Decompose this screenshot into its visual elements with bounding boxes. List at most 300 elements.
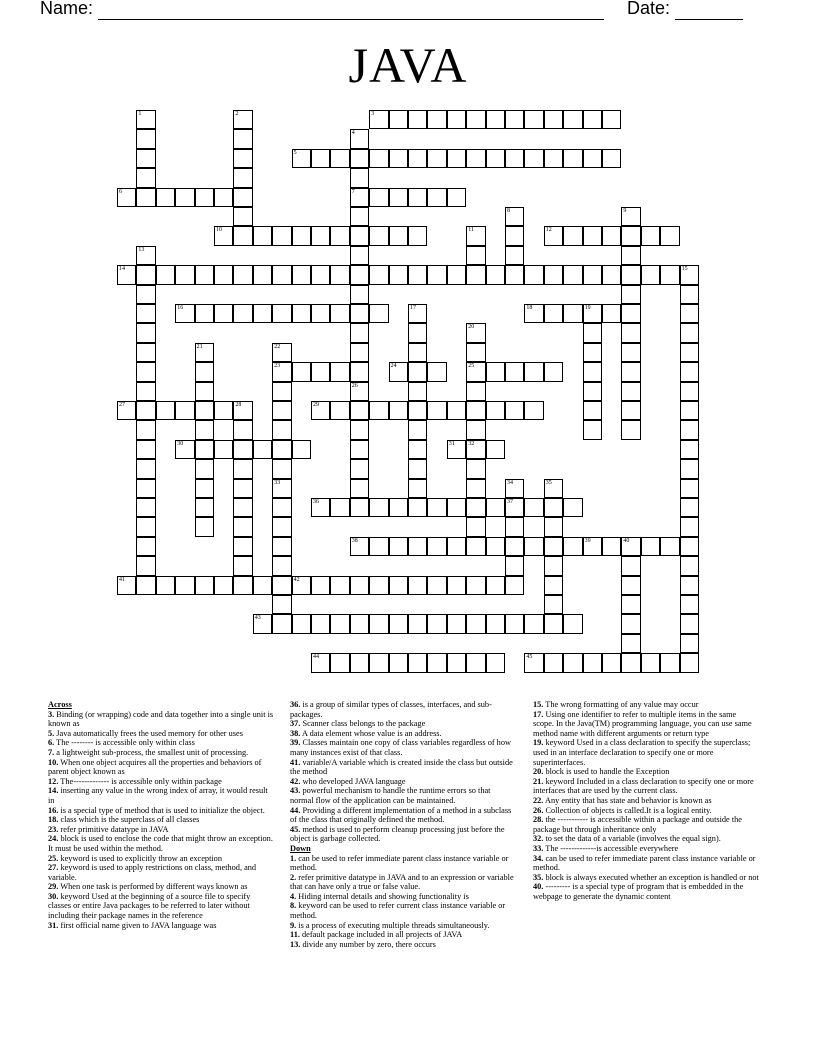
grid-cell[interactable] xyxy=(447,614,466,633)
grid-cell[interactable] xyxy=(621,246,640,265)
grid-cell[interactable] xyxy=(621,265,640,284)
grid-cell[interactable] xyxy=(389,537,408,556)
grid-cell[interactable] xyxy=(524,362,543,381)
grid-cell[interactable] xyxy=(466,440,485,459)
grid-cell[interactable] xyxy=(195,343,214,362)
grid-cell[interactable] xyxy=(408,653,427,672)
grid-cell[interactable] xyxy=(447,110,466,129)
grid-cell[interactable] xyxy=(408,420,427,439)
grid-cell[interactable] xyxy=(447,537,466,556)
grid-cell[interactable] xyxy=(486,401,505,420)
grid-cell[interactable] xyxy=(214,304,233,323)
grid-cell[interactable] xyxy=(408,188,427,207)
grid-cell[interactable] xyxy=(292,614,311,633)
grid-cell[interactable] xyxy=(136,576,155,595)
grid-cell[interactable] xyxy=(680,498,699,517)
grid-cell[interactable] xyxy=(272,401,291,420)
grid-cell[interactable] xyxy=(136,537,155,556)
grid-cell[interactable] xyxy=(136,498,155,517)
grid-cell[interactable] xyxy=(680,537,699,556)
grid-cell[interactable] xyxy=(136,459,155,478)
grid-cell[interactable] xyxy=(427,498,446,517)
grid-cell[interactable] xyxy=(680,479,699,498)
grid-cell[interactable] xyxy=(408,226,427,245)
grid-cell[interactable] xyxy=(117,401,136,420)
grid-cell[interactable] xyxy=(621,576,640,595)
grid-cell[interactable] xyxy=(330,265,349,284)
grid-cell[interactable] xyxy=(427,401,446,420)
grid-cell[interactable] xyxy=(583,265,602,284)
grid-cell[interactable] xyxy=(563,110,582,129)
grid-cell[interactable] xyxy=(680,440,699,459)
grid-cell[interactable] xyxy=(195,440,214,459)
grid-cell[interactable] xyxy=(311,614,330,633)
grid-cell[interactable] xyxy=(466,614,485,633)
grid-cell[interactable] xyxy=(350,401,369,420)
grid-cell[interactable] xyxy=(233,401,252,420)
grid-cell[interactable] xyxy=(311,401,330,420)
grid-cell[interactable] xyxy=(486,440,505,459)
grid-cell[interactable] xyxy=(621,614,640,633)
grid-cell[interactable] xyxy=(272,614,291,633)
grid-cell[interactable] xyxy=(233,440,252,459)
grid-cell[interactable] xyxy=(621,323,640,342)
grid-cell[interactable] xyxy=(408,149,427,168)
grid-cell[interactable] xyxy=(583,323,602,342)
grid-cell[interactable] xyxy=(272,265,291,284)
grid-cell[interactable] xyxy=(233,265,252,284)
grid-cell[interactable] xyxy=(621,362,640,381)
grid-cell[interactable] xyxy=(330,149,349,168)
grid-cell[interactable] xyxy=(447,265,466,284)
grid-cell[interactable] xyxy=(680,576,699,595)
grid-cell[interactable] xyxy=(583,304,602,323)
grid-cell[interactable] xyxy=(330,401,349,420)
grid-cell[interactable] xyxy=(253,614,272,633)
grid-cell[interactable] xyxy=(350,362,369,381)
grid-cell[interactable] xyxy=(292,304,311,323)
grid-cell[interactable] xyxy=(544,614,563,633)
grid-cell[interactable] xyxy=(524,304,543,323)
grid-cell[interactable] xyxy=(389,362,408,381)
grid-cell[interactable] xyxy=(408,479,427,498)
grid-cell[interactable] xyxy=(350,323,369,342)
grid-cell[interactable] xyxy=(680,595,699,614)
grid-cell[interactable] xyxy=(136,401,155,420)
grid-cell[interactable] xyxy=(466,382,485,401)
grid-cell[interactable] xyxy=(544,479,563,498)
grid-cell[interactable] xyxy=(486,537,505,556)
grid-cell[interactable] xyxy=(641,653,660,672)
grid-cell[interactable] xyxy=(466,537,485,556)
grid-cell[interactable] xyxy=(136,246,155,265)
grid-cell[interactable] xyxy=(233,459,252,478)
grid-cell[interactable] xyxy=(350,129,369,148)
grid-cell[interactable] xyxy=(563,653,582,672)
grid-cell[interactable] xyxy=(524,401,543,420)
grid-cell[interactable] xyxy=(427,614,446,633)
grid-cell[interactable] xyxy=(621,285,640,304)
grid-cell[interactable] xyxy=(680,420,699,439)
grid-cell[interactable] xyxy=(466,576,485,595)
grid-cell[interactable] xyxy=(330,362,349,381)
grid-cell[interactable] xyxy=(369,304,388,323)
grid-cell[interactable] xyxy=(680,362,699,381)
grid-cell[interactable] xyxy=(505,517,524,536)
grid-cell[interactable] xyxy=(233,517,252,536)
grid-cell[interactable] xyxy=(427,188,446,207)
grid-cell[interactable] xyxy=(505,556,524,575)
grid-cell[interactable] xyxy=(214,265,233,284)
grid-cell[interactable] xyxy=(466,459,485,478)
grid-cell[interactable] xyxy=(680,653,699,672)
grid-cell[interactable] xyxy=(660,226,679,245)
grid-cell[interactable] xyxy=(621,420,640,439)
grid-cell[interactable] xyxy=(680,323,699,342)
grid-cell[interactable] xyxy=(350,459,369,478)
grid-cell[interactable] xyxy=(583,110,602,129)
grid-cell[interactable] xyxy=(233,110,252,129)
grid-cell[interactable] xyxy=(350,168,369,187)
grid-cell[interactable] xyxy=(389,653,408,672)
grid-cell[interactable] xyxy=(447,149,466,168)
grid-cell[interactable] xyxy=(350,382,369,401)
grid-cell[interactable] xyxy=(253,440,272,459)
grid-cell[interactable] xyxy=(563,614,582,633)
grid-cell[interactable] xyxy=(544,265,563,284)
grid-cell[interactable] xyxy=(621,595,640,614)
grid-cell[interactable] xyxy=(583,653,602,672)
grid-cell[interactable] xyxy=(524,537,543,556)
grid-cell[interactable] xyxy=(311,498,330,517)
grid-cell[interactable] xyxy=(621,653,640,672)
grid-cell[interactable] xyxy=(544,517,563,536)
grid-cell[interactable] xyxy=(195,576,214,595)
grid-cell[interactable] xyxy=(272,226,291,245)
grid-cell[interactable] xyxy=(660,653,679,672)
grid-cell[interactable] xyxy=(311,149,330,168)
grid-cell[interactable] xyxy=(563,149,582,168)
grid-cell[interactable] xyxy=(583,420,602,439)
grid-cell[interactable] xyxy=(486,614,505,633)
grid-cell[interactable] xyxy=(272,459,291,478)
grid-cell[interactable] xyxy=(466,653,485,672)
grid-cell[interactable] xyxy=(408,537,427,556)
grid-cell[interactable] xyxy=(602,653,621,672)
grid-cell[interactable] xyxy=(544,149,563,168)
grid-cell[interactable] xyxy=(272,382,291,401)
grid-cell[interactable] xyxy=(350,479,369,498)
grid-cell[interactable] xyxy=(408,110,427,129)
grid-cell[interactable] xyxy=(175,576,194,595)
grid-cell[interactable] xyxy=(505,362,524,381)
grid-cell[interactable] xyxy=(175,304,194,323)
grid-cell[interactable] xyxy=(408,459,427,478)
grid-cell[interactable] xyxy=(195,188,214,207)
grid-cell[interactable] xyxy=(602,304,621,323)
grid-cell[interactable] xyxy=(486,576,505,595)
grid-cell[interactable] xyxy=(621,401,640,420)
grid-cell[interactable] xyxy=(253,265,272,284)
grid-cell[interactable] xyxy=(466,401,485,420)
grid-cell[interactable] xyxy=(505,110,524,129)
grid-cell[interactable] xyxy=(524,265,543,284)
grid-cell[interactable] xyxy=(136,265,155,284)
grid-cell[interactable] xyxy=(408,343,427,362)
grid-cell[interactable] xyxy=(408,614,427,633)
grid-cell[interactable] xyxy=(369,149,388,168)
grid-cell[interactable] xyxy=(311,304,330,323)
grid-cell[interactable] xyxy=(544,226,563,245)
grid-cell[interactable] xyxy=(233,479,252,498)
grid-cell[interactable] xyxy=(330,614,349,633)
grid-cell[interactable] xyxy=(369,226,388,245)
grid-cell[interactable] xyxy=(233,207,252,226)
grid-cell[interactable] xyxy=(427,362,446,381)
grid-cell[interactable] xyxy=(389,110,408,129)
grid-cell[interactable] xyxy=(350,343,369,362)
grid-cell[interactable] xyxy=(311,226,330,245)
grid-cell[interactable] xyxy=(524,614,543,633)
grid-cell[interactable] xyxy=(544,556,563,575)
grid-cell[interactable] xyxy=(621,634,640,653)
grid-cell[interactable] xyxy=(680,459,699,478)
grid-cell[interactable] xyxy=(466,498,485,517)
grid-cell[interactable] xyxy=(505,149,524,168)
grid-cell[interactable] xyxy=(544,653,563,672)
grid-cell[interactable] xyxy=(136,479,155,498)
grid-cell[interactable] xyxy=(660,537,679,556)
grid-cell[interactable] xyxy=(389,149,408,168)
grid-cell[interactable] xyxy=(233,576,252,595)
grid-cell[interactable] xyxy=(272,304,291,323)
grid-cell[interactable] xyxy=(408,576,427,595)
grid-cell[interactable] xyxy=(466,343,485,362)
grid-cell[interactable] xyxy=(175,265,194,284)
grid-cell[interactable] xyxy=(583,149,602,168)
grid-cell[interactable] xyxy=(136,517,155,536)
grid-cell[interactable] xyxy=(583,226,602,245)
grid-cell[interactable] xyxy=(680,556,699,575)
grid-cell[interactable] xyxy=(195,498,214,517)
grid-cell[interactable] xyxy=(195,304,214,323)
grid-cell[interactable] xyxy=(447,498,466,517)
grid-cell[interactable] xyxy=(680,634,699,653)
grid-cell[interactable] xyxy=(195,517,214,536)
grid-cell[interactable] xyxy=(466,420,485,439)
grid-cell[interactable] xyxy=(214,226,233,245)
grid-cell[interactable] xyxy=(136,149,155,168)
grid-cell[interactable] xyxy=(447,653,466,672)
grid-cell[interactable] xyxy=(427,149,446,168)
grid-cell[interactable] xyxy=(505,576,524,595)
grid-cell[interactable] xyxy=(369,110,388,129)
grid-cell[interactable] xyxy=(311,265,330,284)
grid-cell[interactable] xyxy=(563,265,582,284)
grid-cell[interactable] xyxy=(136,362,155,381)
grid-cell[interactable] xyxy=(175,401,194,420)
grid-cell[interactable] xyxy=(350,420,369,439)
grid-cell[interactable] xyxy=(214,188,233,207)
grid-cell[interactable] xyxy=(272,440,291,459)
grid-cell[interactable] xyxy=(369,401,388,420)
grid-cell[interactable] xyxy=(389,614,408,633)
grid-cell[interactable] xyxy=(350,304,369,323)
grid-cell[interactable] xyxy=(680,382,699,401)
grid-cell[interactable] xyxy=(195,362,214,381)
grid-cell[interactable] xyxy=(311,576,330,595)
grid-cell[interactable] xyxy=(233,537,252,556)
grid-cell[interactable] xyxy=(369,265,388,284)
grid-cell[interactable] xyxy=(466,149,485,168)
grid-cell[interactable] xyxy=(680,401,699,420)
grid-cell[interactable] xyxy=(350,285,369,304)
grid-cell[interactable] xyxy=(544,304,563,323)
grid-cell[interactable] xyxy=(330,304,349,323)
grid-cell[interactable] xyxy=(233,149,252,168)
grid-cell[interactable] xyxy=(602,226,621,245)
grid-cell[interactable] xyxy=(466,246,485,265)
grid-cell[interactable] xyxy=(466,517,485,536)
grid-cell[interactable] xyxy=(408,323,427,342)
grid-cell[interactable] xyxy=(466,479,485,498)
grid-cell[interactable] xyxy=(350,614,369,633)
grid-cell[interactable] xyxy=(505,614,524,633)
grid-cell[interactable] xyxy=(563,226,582,245)
grid-cell[interactable] xyxy=(466,323,485,342)
grid-cell[interactable] xyxy=(350,653,369,672)
grid-cell[interactable] xyxy=(427,653,446,672)
grid-cell[interactable] xyxy=(583,537,602,556)
grid-cell[interactable] xyxy=(350,226,369,245)
grid-cell[interactable] xyxy=(427,265,446,284)
grid-cell[interactable] xyxy=(524,498,543,517)
grid-cell[interactable] xyxy=(195,265,214,284)
grid-cell[interactable] xyxy=(330,498,349,517)
grid-cell[interactable] xyxy=(389,498,408,517)
grid-cell[interactable] xyxy=(583,343,602,362)
grid-cell[interactable] xyxy=(602,149,621,168)
grid-cell[interactable] xyxy=(292,362,311,381)
grid-cell[interactable] xyxy=(583,401,602,420)
grid-cell[interactable] xyxy=(408,401,427,420)
grid-cell[interactable] xyxy=(233,226,252,245)
grid-cell[interactable] xyxy=(117,265,136,284)
grid-cell[interactable] xyxy=(447,401,466,420)
grid-cell[interactable] xyxy=(272,362,291,381)
grid-cell[interactable] xyxy=(583,382,602,401)
grid-cell[interactable] xyxy=(272,343,291,362)
grid-cell[interactable] xyxy=(253,226,272,245)
grid-cell[interactable] xyxy=(621,304,640,323)
grid-cell[interactable] xyxy=(680,614,699,633)
grid-cell[interactable] xyxy=(447,576,466,595)
grid-cell[interactable] xyxy=(544,498,563,517)
grid-cell[interactable] xyxy=(292,226,311,245)
grid-cell[interactable] xyxy=(641,226,660,245)
grid-cell[interactable] xyxy=(602,537,621,556)
grid-cell[interactable] xyxy=(136,382,155,401)
grid-cell[interactable] xyxy=(156,188,175,207)
grid-cell[interactable] xyxy=(311,653,330,672)
grid-cell[interactable] xyxy=(505,401,524,420)
grid-cell[interactable] xyxy=(136,129,155,148)
grid-cell[interactable] xyxy=(214,401,233,420)
grid-cell[interactable] xyxy=(621,556,640,575)
grid-cell[interactable] xyxy=(233,304,252,323)
grid-cell[interactable] xyxy=(195,401,214,420)
grid-cell[interactable] xyxy=(272,576,291,595)
grid-cell[interactable] xyxy=(233,129,252,148)
grid-cell[interactable] xyxy=(583,362,602,381)
grid-cell[interactable] xyxy=(505,207,524,226)
grid-cell[interactable] xyxy=(486,498,505,517)
grid-cell[interactable] xyxy=(641,537,660,556)
grid-cell[interactable] xyxy=(389,576,408,595)
grid-cell[interactable] xyxy=(369,498,388,517)
grid-cell[interactable] xyxy=(156,401,175,420)
grid-cell[interactable] xyxy=(505,479,524,498)
grid-cell[interactable] xyxy=(505,537,524,556)
grid-cell[interactable] xyxy=(427,576,446,595)
grid-cell[interactable] xyxy=(544,537,563,556)
grid-cell[interactable] xyxy=(602,110,621,129)
grid-cell[interactable] xyxy=(447,440,466,459)
grid-cell[interactable] xyxy=(680,517,699,536)
grid-cell[interactable] xyxy=(621,226,640,245)
grid-cell[interactable] xyxy=(680,265,699,284)
grid-cell[interactable] xyxy=(330,653,349,672)
grid-cell[interactable] xyxy=(156,265,175,284)
grid-cell[interactable] xyxy=(195,382,214,401)
grid-cell[interactable] xyxy=(350,149,369,168)
grid-cell[interactable] xyxy=(680,285,699,304)
grid-cell[interactable] xyxy=(660,265,679,284)
grid-cell[interactable] xyxy=(563,498,582,517)
grid-cell[interactable] xyxy=(136,285,155,304)
grid-cell[interactable] xyxy=(505,265,524,284)
grid-cell[interactable] xyxy=(272,479,291,498)
grid-cell[interactable] xyxy=(136,343,155,362)
grid-cell[interactable] xyxy=(466,265,485,284)
grid-cell[interactable] xyxy=(408,498,427,517)
grid-cell[interactable] xyxy=(641,265,660,284)
grid-cell[interactable] xyxy=(544,576,563,595)
grid-cell[interactable] xyxy=(350,537,369,556)
grid-cell[interactable] xyxy=(466,110,485,129)
grid-cell[interactable] xyxy=(544,110,563,129)
grid-cell[interactable] xyxy=(350,188,369,207)
grid-cell[interactable] xyxy=(505,246,524,265)
grid-cell[interactable] xyxy=(408,304,427,323)
grid-cell[interactable] xyxy=(408,382,427,401)
grid-cell[interactable] xyxy=(389,401,408,420)
grid-cell[interactable] xyxy=(563,537,582,556)
grid-cell[interactable] xyxy=(389,226,408,245)
grid-cell[interactable] xyxy=(233,498,252,517)
grid-cell[interactable] xyxy=(175,440,194,459)
grid-cell[interactable] xyxy=(350,440,369,459)
grid-cell[interactable] xyxy=(233,188,252,207)
grid-cell[interactable] xyxy=(524,653,543,672)
grid-cell[interactable] xyxy=(292,265,311,284)
grid-cell[interactable] xyxy=(486,653,505,672)
grid-cell[interactable] xyxy=(621,343,640,362)
grid-cell[interactable] xyxy=(486,265,505,284)
grid-cell[interactable] xyxy=(524,149,543,168)
grid-cell[interactable] xyxy=(175,188,194,207)
grid-cell[interactable] xyxy=(136,440,155,459)
